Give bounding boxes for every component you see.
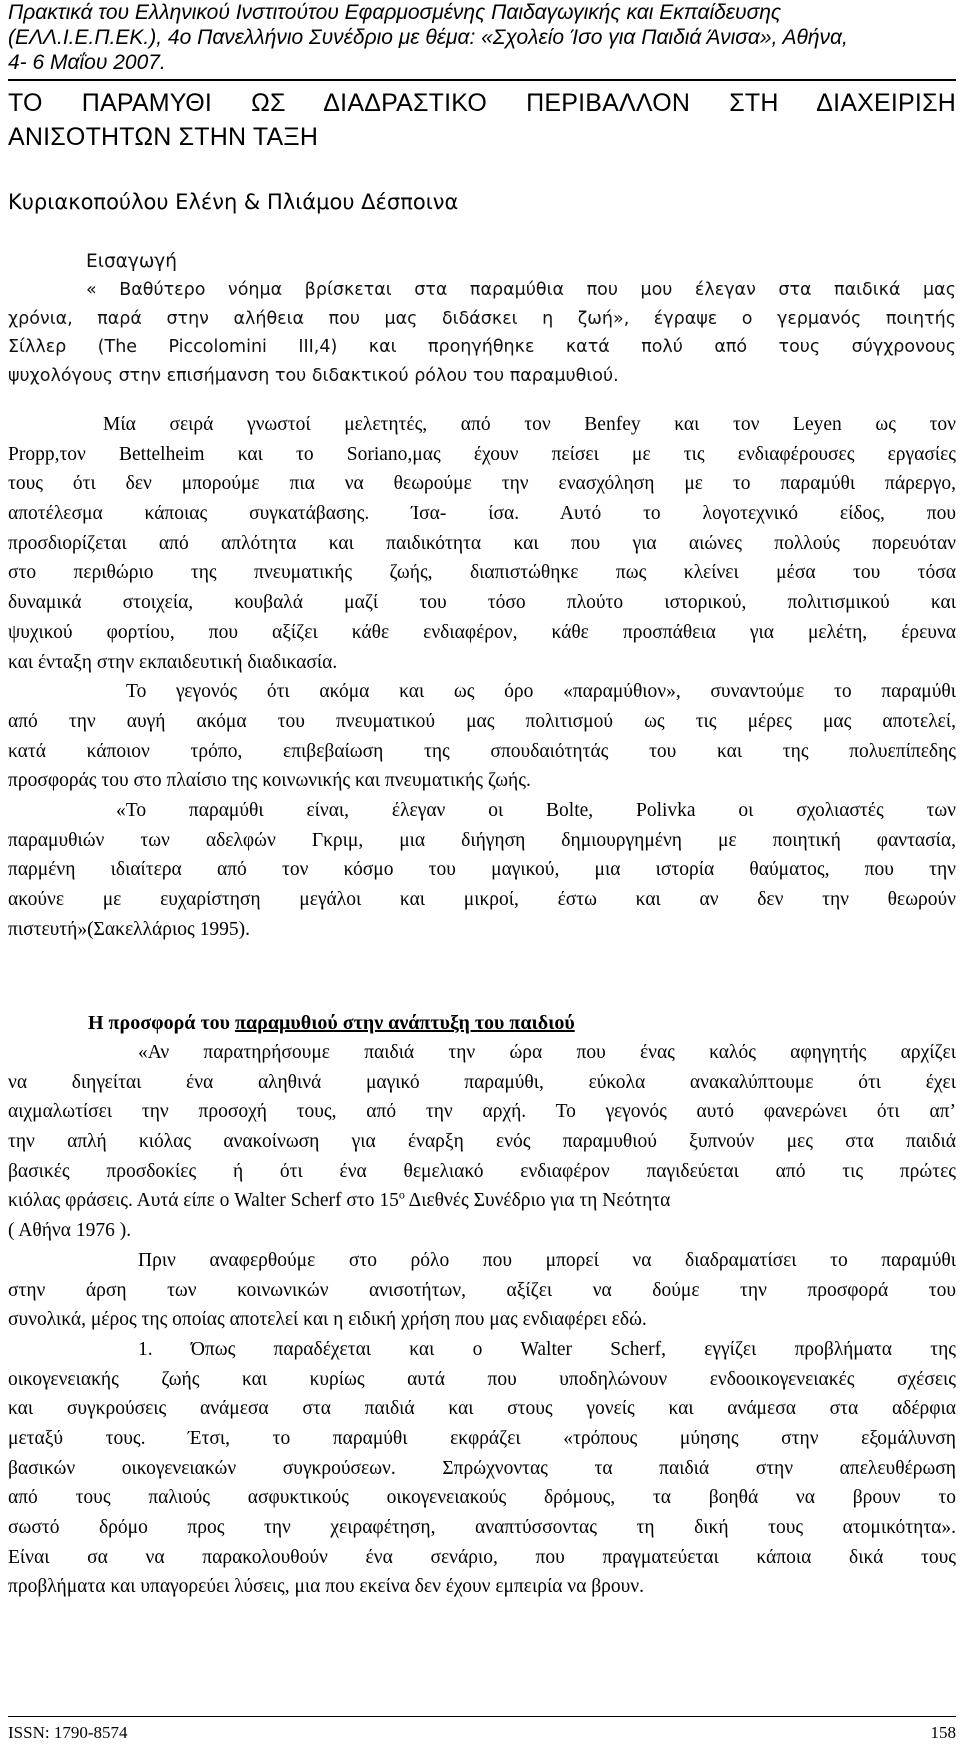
- title-line: ΑΝΙΣΟΤΗΤΩΝ ΣΤΗΝ ΤΑΞΗ: [8, 123, 319, 151]
- header-rule: [8, 79, 956, 81]
- paragraph-line: οικογενειακής ζωής και κυρίως αυτά που υποδηλώνουν ενδοοικογενειακές σχέσεις: [8, 1368, 956, 1390]
- paragraph-line: και ένταξη στην εκπαιδευτική διαδικασία.: [8, 651, 338, 673]
- paragraph-line: την απλή κιόλας ανακοίνωση για έναρξη ενός παραμυθιού ξυπνούν μες στα παιδιά: [8, 1131, 956, 1153]
- section-heading-part: Η προσφορά του: [88, 1012, 236, 1034]
- paragraph-line: προβλήματα και υπαγορεύει λύσεις, μια που εκείνα δεν έχουν εμπειρία να βρουν.: [8, 1576, 644, 1598]
- paragraph-line: ( Αθήνα 1976 ).: [8, 1220, 132, 1242]
- running-head: [8, 0, 956, 75]
- paragraph-line: [8, 1186, 956, 1216]
- paragraph-line: βασικές προσδοκίες ή ότι ένα θεμελιακό ενδιαφέρον παγιδεύεται από τις πρώτες: [8, 1160, 956, 1182]
- paragraph-line: κατά κάποιον τρόπο, επιβεβαίωση της σπουδαιότητάς του και της πολυεπίπεδης: [8, 740, 956, 762]
- running-head-line: 4- 6 Μαΐου 2007.: [8, 51, 166, 74]
- paragraph-line: από την αυγή ακόμα του πνευματικού μας πολιτισμού ως τις μέρες μας αποτελεί,: [8, 710, 956, 732]
- paragraph-line: δυναμικά στοιχεία, κουβαλά μαζί του τόσο πλούτο ιστορικού, πολιτισμικού και: [8, 592, 956, 614]
- section-heading-intro: Εισαγωγή: [86, 251, 177, 272]
- paragraph-line: Πριν αναφερθούμε στο ρόλο που μπορεί να διαδραματίσει το παραμύθι: [138, 1249, 956, 1271]
- paragraph-line: πιστευτή»(Σακελλάριος 1995).: [8, 918, 250, 940]
- paragraph-line: Propp,τον Bettelheim και το Soriano,μας έχουν πείσει με τις ενδιαφέρουσες εργασίες: [8, 443, 956, 465]
- line-fragment: Διεθνές Συνέδριο για τη Νεότητα: [404, 1190, 671, 1212]
- paragraph-line: μεταξύ τους. Έτσι, το παραμύθι εκφράζει «τρόπους μύησης στην εξομάλυνση: [8, 1427, 956, 1449]
- title-line: ΤΟ ΠΑΡΑΜΥΘΙ ΩΣ ΔΙΑΔΡΑΣΤΙΚΟ ΠΕΡΙΒΑΛΛΟΝ ΣΤΗ ΔΙΑΧΕΙΡΙΣΗ: [8, 89, 956, 117]
- introduction: [8, 248, 956, 390]
- paragraph-line: από τους παλιούς ασφυκτικούς οικογενειακούς δρόμους, τα βοηθά να βρουν το: [8, 1487, 956, 1509]
- paragraph-line: παρμένη ιδιαίτερα από τον κόσμο του μαγικού, μια ιστορία θαύματος, που την: [8, 859, 956, 881]
- paragraph-line: στην άρση των κοινωνικών ανισοτήτων, αξίζει να δούμε την προσφορά του: [8, 1279, 956, 1301]
- authors: Κυριακοπούλου Ελένη & Πλιάμου Δέσποινα: [8, 190, 459, 214]
- paragraph-line: συνολικά, μέρος της οποίας αποτελεί και η ειδική χρήση που μας ενδιαφέρει εδώ.: [8, 1309, 647, 1331]
- paragraph-line: Είναι σα να παρακολουθούν ένα σενάριο, που πραγματεύεται κάποια δικά τους: [8, 1546, 956, 1568]
- paragraph-line: « Βαθύτερο νόημα βρίσκεται στα παραμύθια που μου έλεγαν στα παιδικά μας: [86, 280, 956, 301]
- footer-rule: [8, 1716, 956, 1717]
- running-head-line: Πρακτικά του Ελληνικού Ινστιτούτου Εφαρμοσμένης Παιδαγωγικής και Εκπαίδευσης: [8, 1, 782, 24]
- body-text: [8, 410, 956, 944]
- paragraph-line: ψυχικού φορτίου, που αξίζει κάθε ενδιαφέρον, κάθε προσπάθεια για μελέτη, έρευνα: [8, 621, 956, 643]
- paragraph-line: βασικών οικογενειακών συγκρούσεων. Σπρώχνοντας τα παιδιά στην απελευθέρωση: [8, 1457, 956, 1479]
- paragraph-line: Το γεγονός ότι ακόμα και ως όρο «παραμύθιον», συναντούμε το παραμύθι: [126, 681, 956, 703]
- paragraph-line: Μία σειρά γνωστοί μελετητές, από τον Benfey και τον Leyen ως τον: [103, 414, 956, 435]
- paragraph-line: Σίλλερ (The Piccolomini III,4) και προηγήθηκε κατά πολύ από τους σύγχρονους: [8, 337, 956, 358]
- superscript: ο: [398, 1187, 405, 1202]
- paragraph-line: παραμυθιών των αδελφών Γκριμ, μια διήγηση δημιουργημένη με ποιητική φαντασία,: [8, 829, 956, 851]
- section-heading-part: παραμυθιού στην ανάπτυξη του παιδιού: [235, 1012, 575, 1034]
- section-heading-development: [88, 1008, 575, 1038]
- paragraph-line: «Το παραμύθι είναι, έλεγαν οι Bolte, Polivka οι σχολιαστές των: [116, 799, 956, 821]
- paragraph-line: στο περιθώριο της πνευματικής ζωής, διαπιστώθηκε πως κλείνει μέσα του τόσα: [8, 562, 956, 584]
- paragraph-line: ψυχολόγους στην επισήμανση του διδακτικού ρόλου του παραμυθιού.: [8, 365, 619, 386]
- paragraph-line: τους ότι δεν μπορούμε πια να θεωρούμε την ενασχόληση με το παραμύθι πάρεργο,: [8, 473, 956, 495]
- paragraph-line: σωστό δρόμο προς την χειραφέτηση, αναπτύσσοντας τη δική τους ατομικότητα».: [8, 1517, 956, 1538]
- page-number: 158: [930, 1723, 956, 1742]
- paragraph-line: να διηγείται ένα αληθινά μαγικό παραμύθι, εύκολα ανακαλύπτουμε ότι έχει: [8, 1071, 956, 1093]
- paragraph-line: «Αν παρατηρήσουμε παιδιά την ώρα που ένας καλός αφηγητής αρχίζει: [138, 1042, 956, 1063]
- paper-title: [8, 86, 956, 154]
- issn: ISSN: 1790-8574: [8, 1723, 128, 1742]
- paragraph-line: προσφοράς του στο πλαίσιο της κοινωνικής και πνευματικής ζωής.: [8, 770, 531, 792]
- paragraph-line: χρόνια, παρά στην αλήθεια που μας διδάσκει η ζωή», έγραψε ο γερμανός ποιητής: [8, 308, 956, 329]
- paragraph-line: 1. Όπως παραδέχεται και ο Walter Scherf, εγγίζει προβλήματα της: [138, 1338, 956, 1360]
- document-page: [8, 0, 956, 1757]
- paragraph-line: ακούνε με ευχαρίστηση μεγάλοι και μικροί, έστω και αν δεν την θεωρούν: [8, 889, 956, 910]
- paragraph-line: αιχμαλωτίσει την προσοχή τους, από την αρχή. Το γεγονός αυτό φανερώνει ότι απ’: [8, 1101, 956, 1123]
- line-fragment: κιόλας φράσεις. Αυτά είπε ο Walter Scherf στο 15: [8, 1190, 399, 1212]
- paragraph-line: και συγκρούσεις ανάμεσα στα παιδιά και στους γονείς και ανάμεσα στα αδέρφια: [8, 1398, 956, 1420]
- running-head-line: (ΕΛΛ.Ι.Ε.Π.ΕΚ.), 4ο Πανελλήνιο Συνέδριο με θέμα: «Σχολείο Ίσο για Παιδιά Άνισα», Αθήνα,: [8, 26, 848, 49]
- paragraph-line: προσδιορίζεται από απλότητα και παιδικότητα και που για αιώνες πολλούς πορευόταν: [8, 532, 956, 554]
- paragraph-line: αποτέλεσμα κάποιας συγκατάβασης. Ίσα- ίσα. Αυτό το λογοτεχνικό είδος, που: [8, 503, 956, 525]
- body-text-section: [8, 1038, 956, 1602]
